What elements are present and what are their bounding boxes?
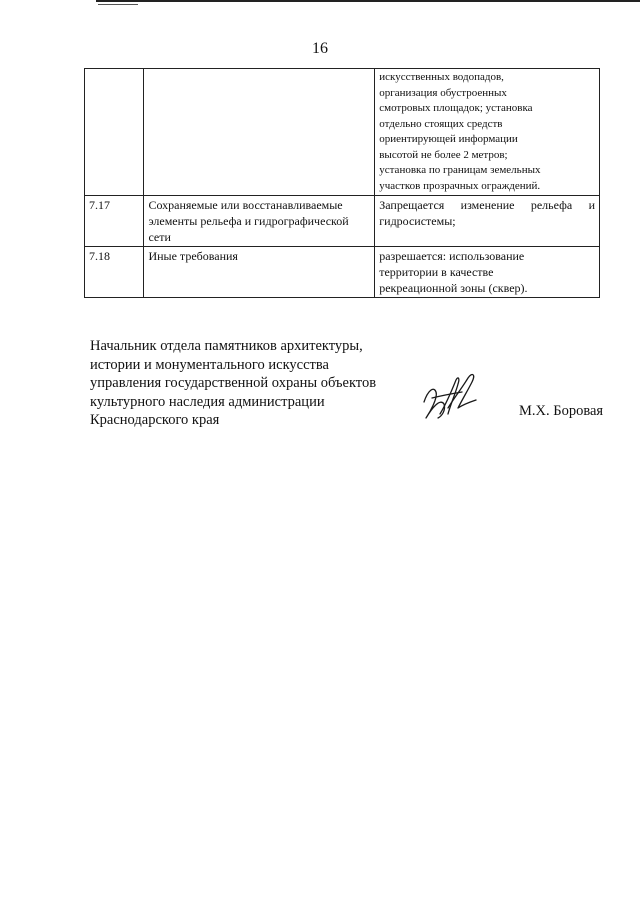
row-number: 7.18 [85,247,144,298]
requirement-line: организация обустроенных [379,86,507,99]
requirement-line: ориентирующей информации [379,133,518,145]
requirement-line: высотой не более 2 метров; [379,148,508,161]
table-row [85,247,600,298]
signatory-position [90,337,376,430]
requirement-line: смотровых площадок; установка [379,102,533,114]
signatory-name: М.Х. Боровая [519,403,604,419]
requirement-line: установка по границам земельных [379,164,541,176]
handwritten-signature [418,368,484,424]
row-requirement [375,69,600,196]
row-name: Иные требования [144,247,375,298]
requirement-line: рекреационной зоны (сквер). [379,281,528,295]
row-number: 7.17 [85,196,144,247]
row-requirement [375,247,600,298]
position-line: культурного наследия администрации [90,393,325,410]
position-line: Краснодарского края [90,412,220,428]
position-line: истории и монументального искусства [90,356,329,373]
requirement-line: искусственных водопадов, [379,71,504,83]
page-number: 16 [312,40,328,57]
requirement-line: территории в качестве [379,265,494,279]
row-number [85,69,144,196]
requirement-line: разрешается: использование [379,249,525,263]
table-row [85,69,600,196]
requirement-line: участков прозрачных ограждений. [379,179,541,192]
row-requirement: Запрещается изменение рельефа и гидросистемы; [375,196,600,247]
row-name: Сохраняемые или восстанавливаемые элементы рельефа и гидрографической сети [144,196,375,247]
requirement-line: отдельно стоящих средств [379,117,503,130]
table-row [85,196,600,247]
top-rule-dash [98,4,138,5]
requirements-table [84,68,600,298]
row-name [144,69,375,196]
position-line: управления государственной охраны объектов [90,375,377,391]
position-line: Начальник отдела памятников архитектуры, [90,338,363,354]
top-rule [96,0,640,2]
